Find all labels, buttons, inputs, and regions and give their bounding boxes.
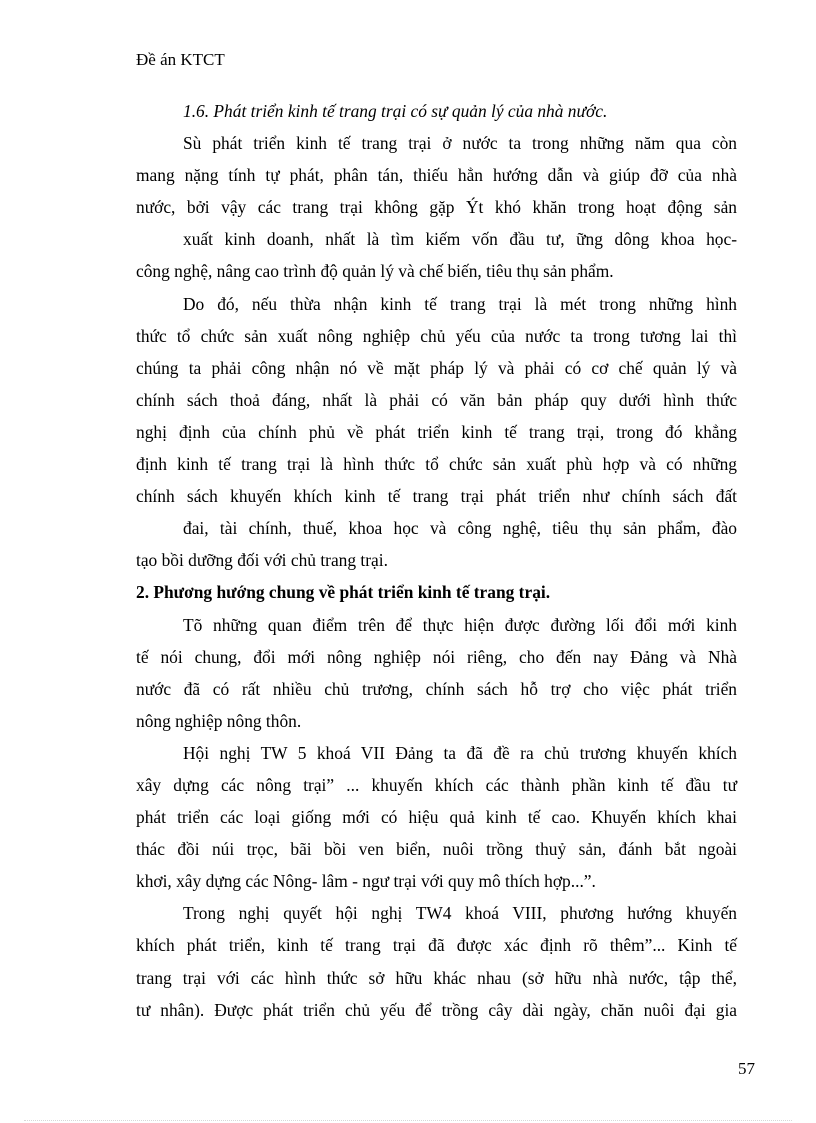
paragraph-line: thức tổ chức sản xuất nông nghiệp chủ yếu của nước ta trong tương lai thì xyxy=(136,325,737,346)
paragraph-line: phát triển các loại giống mới có hiệu quả kinh tế cao. Khuyến khích khai xyxy=(136,807,737,828)
paragraph-line: thác đồi núi trọc, bãi bồi ven biển, nuôi trồng thuỷ sản, đánh bắt ngoài xyxy=(136,839,737,860)
paragraph-line: khích phát triển, kinh tế trang trại đã được xác định rõ thêm”... Kinh tế xyxy=(136,935,737,956)
paragraph-line: mang nặng tính tự phát, phân tán, thiếu hẳn hướng dẫn và giúp đỡ của nhà xyxy=(136,165,737,186)
paragraph-line: đai, tài chính, thuế, khoa học và công nghệ, tiêu thụ sản phẩm, đào xyxy=(183,518,737,539)
paragraph-line: Tõ những quan điểm trên để thực hiện được đường lối đổi mới kinh xyxy=(183,614,737,635)
paragraph-line: tế nói chung, đổi mới nông nghiệp nói riêng, cho đến nay Đảng và Nhà xyxy=(136,646,737,667)
document-body xyxy=(136,95,737,1026)
paragraph-line: tạo bồi dưỡng đối với chủ trang trại. xyxy=(136,550,388,571)
paragraph-line: xây dựng các nông trại” ... khuyến khích các thành phần kinh tế đầu tư xyxy=(136,774,737,795)
paragraph-line: trang trại với các hình thức sở hữu khác nhau (sở hữu nhà nước, tập thể, xyxy=(136,967,737,988)
paragraph-line: nghị định của chính phủ về phát triển kinh tế trang trại, trong đó khẳng xyxy=(136,421,737,442)
paragraph-line: khơi, xây dựng các Nông- lâm - ngư trại với quy mô thích hợp...”. xyxy=(136,871,596,892)
section-heading-2: 2. Phương hướng chung về phát triển kinh tế trang trại. xyxy=(136,582,551,603)
paragraph-line: tư nhân). Được phát triển chủ yếu để trồng cây dài ngày, chăn nuôi đại gia xyxy=(136,999,737,1020)
paragraph-line: xuất kinh doanh, nhất là tìm kiếm vốn đầu tư, ững dông khoa học- xyxy=(183,229,737,250)
page-number: 57 xyxy=(738,1059,755,1078)
paragraph-line: nông nghiệp nông thôn. xyxy=(136,710,302,731)
paragraph-line: công nghệ, nâng cao trình độ quản lý và chế biến, tiêu thụ sản phẩm. xyxy=(136,261,614,282)
paragraph-line: Trong nghị quyết hội nghị TW4 khoá VIII, phương hướng khuyến xyxy=(183,903,737,924)
paragraph-line: chính sách thoả đáng, nhất là phải có văn bản pháp quy dưới hình thức xyxy=(136,389,737,410)
running-header: Đề án KTCT xyxy=(136,50,225,69)
paragraph-line: Hội nghị TW 5 khoá VII Đảng ta đã đề ra chủ trương khuyến khích xyxy=(183,742,737,763)
paragraph-line: định kinh tế trang trại là hình thức tổ chức sản xuất phù hợp và có những xyxy=(136,454,737,475)
page-bottom-border xyxy=(24,1120,792,1121)
paragraph-line: chúng ta phải công nhận nó về mặt pháp lý và phải có cơ chế quản lý và xyxy=(136,357,737,378)
paragraph-line: nước, bởi vậy các trang trại không gặp Ýt khó khăn trong hoạt động sản xyxy=(136,197,737,218)
paragraph-line: nước đã có rất nhiều chủ trương, chính sách hỗ trợ cho việc phát triển xyxy=(136,678,737,699)
paragraph-line: Sù phát triển kinh tế trang trại ở nước ta trong những năm qua còn xyxy=(183,133,737,154)
paragraph-line: chính sách khuyến khích kinh tế trang trại phát triển như chính sách đất xyxy=(136,486,737,507)
paragraph-line: Do đó, nếu thừa nhận kinh tế trang trại là mét trong những hình xyxy=(183,293,737,314)
section-heading-1-6: 1.6. Phát triển kinh tế trang trại có sự quản lý của nhà nước. xyxy=(183,101,608,121)
